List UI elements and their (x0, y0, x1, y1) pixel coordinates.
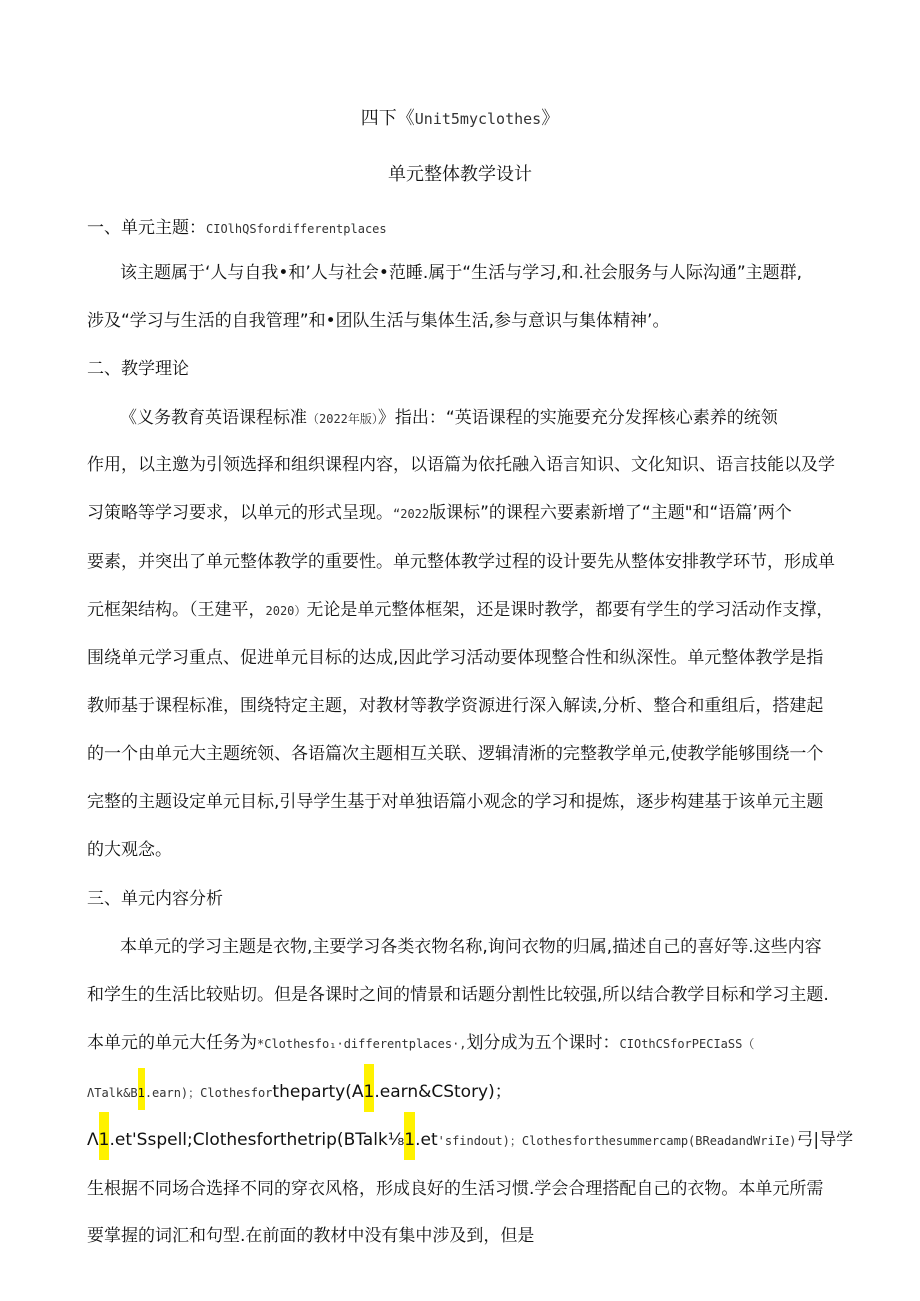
s3-line-3-a: 本单元的单元大任务为 (87, 1033, 257, 1053)
s2-line-1-a: 《义务教育英语课程标准 (120, 408, 307, 428)
s3-line-7: 要掌握的词汇和句型.在前面的教材中没有集中涉及到，但是 (87, 1226, 535, 1246)
s2-line-5 (87, 595, 837, 620)
section-3-heading: 三、单元内容分析 (87, 889, 223, 909)
s2-line-8: 的一个由单元大主题统领、各语篇次主题相互关联、逻辑清淅的完整教学单元,使教学能够围绕一个 (87, 744, 824, 764)
s3-line-4-a: ΛTalk&B (87, 1086, 138, 1100)
section-1-heading-text: 一、单元主题： (87, 218, 206, 238)
document-title (0, 104, 920, 130)
s3-line-2: 和学生的生活比较贴切。但是各课时之间的情景和话题分割性比较强,所以结合教学目标和学习主题. (87, 985, 829, 1005)
s3-line-3 (87, 1028, 837, 1053)
s3-line-3-d: 划分成为五个课时： (466, 1033, 620, 1053)
document-subtitle: 单元整体教学设计 (388, 164, 532, 185)
highlight-mark: 1 (99, 1112, 110, 1160)
s1-paragraph-line-1: 该主题属于‘人与自我•和’人与社会•范睡.属于“生活与学习,和.社会服务与人际沟通”主题群, (120, 263, 803, 283)
s2-line-5-a: 元框架结构。（王建平， (87, 600, 266, 620)
s2-line-3 (87, 498, 837, 523)
s2-line-6: 围绕单元学习重点、促进单元目标的达成,因此学习活动要体现整合性和纵深性。单元整体教学是指 (87, 648, 824, 668)
s2-line-1-b: （2022年版） (307, 412, 378, 426)
s2-line-3-a: 习策略等学习要求，以单元的形式呈现。 (87, 503, 393, 523)
s3-line-3-c: ₁·differentplaces·, (329, 1037, 467, 1051)
s3-line-6: 生根据不同场合选择不同的穿衣风格，形成良好的生活习惯.学会合理搭配自己的衣物。本单元所需 (87, 1179, 824, 1199)
title-unit-name: Unit5myclothes (414, 110, 542, 128)
highlight-mark: 1 (364, 1064, 375, 1112)
s1-paragraph-line-2: 涉及“学习与生活的自我管理”和•团队生活与集体生活,参与意识与集体精神’。 (87, 311, 670, 331)
s2-line-2: 作用，以主邀为引领选择和组织课程内容，以语篇为依托融入语言知识、文化知识、语言技能以及学 (87, 455, 835, 475)
title-prefix: 四下《 (360, 108, 415, 129)
s2-line-4: 要素，并突出了单元整体教学的重要性。单元整体教学过程的设计要先从整体安排教学环节，形成单 (87, 552, 835, 572)
s3-line-4-f: .earn&CStory)； (374, 1082, 512, 1102)
s3-line-5-f: 'sfindout)；Clothesforthesummercamp(BReadandWriIe) (437, 1134, 797, 1148)
s2-line-1-c: 》指出：“英语课程的实施要充分发挥核心素养的统领 (377, 408, 778, 428)
s3-line-5-g: 弓|导学 (796, 1130, 854, 1150)
s3-line-4-d: theparty(A (272, 1082, 364, 1102)
highlight-mark: 1 (138, 1068, 145, 1110)
s2-line-10: 的大观念。 (87, 840, 172, 860)
s3-line-5-c: .et'Sspell;Clothesforthetrip(BTalk⅛ (109, 1130, 405, 1150)
s3-line-4 (87, 1077, 837, 1102)
s3-line-5-e: .et (415, 1130, 438, 1150)
s3-line-5 (87, 1125, 854, 1150)
s2-line-3-b: “2022 (393, 507, 430, 521)
s2-line-7: 教师基于课程标准，围绕特定主题，对教材等教学资源进行深入解读,分析、整合和重组后，搭建起 (87, 696, 824, 716)
s3-line-3-e: CIOthCSforPECIaSS（ (619, 1037, 755, 1051)
title-suffix: 》 (541, 108, 560, 129)
s2-line-5-b: 2020） (265, 604, 307, 618)
s3-line-4-c: .earn)；Clothesfor (144, 1086, 273, 1100)
s2-line-9: 完整的主题设定单元目标,引导学生基于对单独语篇小观念的学习和提炼，逐步构建基于该单元主题 (87, 792, 824, 812)
highlight-mark: 1 (404, 1112, 415, 1160)
s2-line-3-c: 版课标”的课程六要素新增了“主题"和“语篇’两个 (429, 503, 792, 523)
section-1-heading (87, 213, 837, 238)
s3-line-5-a: Λ (87, 1130, 99, 1150)
s3-line-1: 本单元的学习主题是衣物,主要学习各类衣物名称,询问衣物的归属,描述自己的喜好等.这些内容 (120, 937, 822, 957)
s2-line-5-c: 无论是单元整体框架，还是课时教学，都要有学生的学习活动作支撑， (306, 600, 834, 620)
unit-theme: CIOlhQSfordifferentplaces (206, 222, 387, 236)
s3-line-3-b: *Clothesfo (257, 1037, 330, 1051)
s2-line-1 (120, 403, 836, 428)
section-2-heading: 二、教学理论 (87, 359, 189, 379)
